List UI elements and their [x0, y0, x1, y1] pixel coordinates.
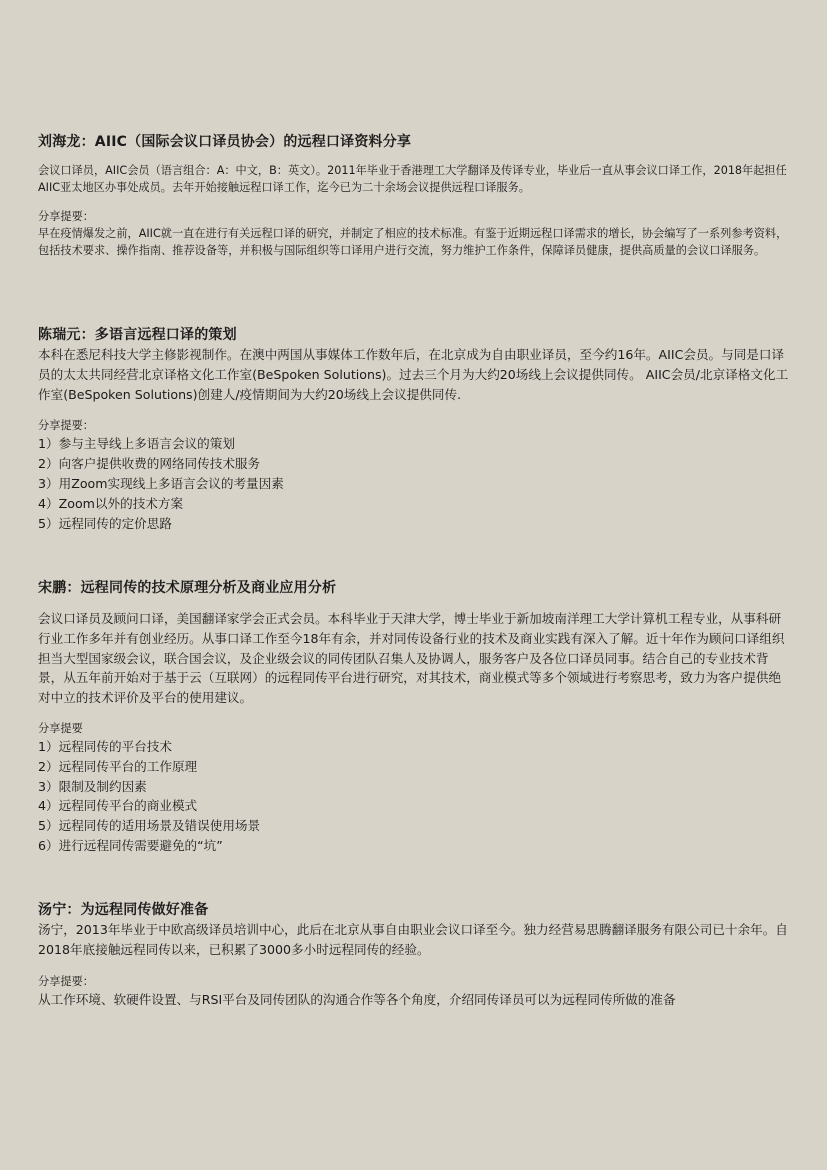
list-item: 2）向客户提供收费的网络同传技术服务 [38, 456, 261, 472]
section-song-peng [38, 578, 793, 856]
list-item: 5）远程同传的定价思路 [38, 515, 172, 531]
summary-text: 从工作环境、软硬件设置、与RSI平台及同传团队的沟通合作等各个角度，介绍同传译员可以为远程同传所做的准备 [38, 991, 676, 1007]
section-tang-ning [38, 900, 793, 1009]
speaker-bio: 本科在悉尼科技大学主修影视制作。在澳中两国从事媒体工作数年后，在北京成为自由职业译员，至今约16年。AIIC会员。与同是口译员的太太共同经营北京译格文化工作室(BeSpoken Solutions)。过去三个月为大约20场线上会议提供同传。 AIIC会员/北京译格文化工作室(BeSpoken Solutions)创建人/疫情期间为大约20场线上会议提供同传. [38, 347, 789, 402]
list-item: 1）远程同传的平台技术 [38, 738, 172, 754]
summary-points [38, 737, 793, 856]
speaker-bio: 会议口译员及顾问口译，美国翻译家学会正式会员。本科毕业于天津大学，博士毕业于新加坡南洋理工大学计算机工程专业，从事科研行业工作多年并有创业经历。从事口译工作至今18年有余，并对同传设备行业的技术及商业实践有深入了解。近十年作为顾问口译组织担当大型国家级会议，联合国会议，及企业级会议的同传团队召集人及协调人，服务客户及各位口译员同事。结合自己的专业技术背景，从五年前开始对于基于云（互联网）的远程同传平台进行研究，对其技术，商业模式等多个领域进行考察思考，致力为客户提供绝对中立的技术评价及平台的使用建议。 [38, 611, 785, 706]
section-chen-ruiyuan [38, 325, 793, 533]
section-title: 汤宁：为远程同传做好准备 [38, 902, 209, 918]
list-item: 3）用Zoom实现线上多语言会议的考量因素 [38, 475, 284, 491]
list-item: 2）远程同传平台的工作原理 [38, 758, 198, 774]
list-item: 5）远程同传的适用场景及错误使用场景 [38, 818, 261, 834]
summary-label: 分享提要： [38, 210, 94, 223]
list-item: 3）限制及制约因素 [38, 778, 147, 794]
list-item: 4）Zoom以外的技术方案 [38, 495, 184, 511]
summary-label: 分享提要 [38, 721, 83, 735]
section-title: 宋鹏：远程同传的技术原理分析及商业应用分析 [38, 580, 337, 596]
list-item: 1）参与主导线上多语言会议的策划 [38, 436, 235, 452]
section-liu-hailong [38, 132, 793, 259]
section-title: 刘海龙：AIIC（国际会议口译员协会）的远程口译资料分享 [38, 134, 412, 150]
summary-text: 早在疫情爆发之前，AIIC就一直在进行有关远程口译的研究，并制定了相应的技术标准。有鉴于近期远程口译需求的增长，协会编写了一系列参考资料，包括技术要求、操作指南、推荐设备等，并积极与国际组织等口译用户进行交流，努力维护工作条件，保障译员健康，提供高质量的会议口译服务。 [38, 227, 788, 257]
speaker-bio: 汤宁，2013年毕业于中欧高级译员培训中心，此后在北京从事自由职业会议口译至今。独力经营易思腾翻译服务有限公司已十余年。自2018年底接触远程同传以来，已积累了3000多小时远程同传的经验。 [38, 922, 788, 957]
list-item: 6）进行远程同传需要避免的“坑” [38, 837, 223, 853]
summary-points [38, 434, 793, 533]
summary-label: 分享提要： [38, 974, 94, 988]
section-title: 陈瑞元：多语言远程口译的策划 [38, 327, 237, 343]
speaker-bio: 会议口译员，AIIC会员（语言组合：A：中文，B：英文）。2011年毕业于香港理工大学翻译及传译专业，毕业后一直从事会议口译工作，2018年起担任AIIC亚太地区办事处成员。去年开始接触远程口译工作，迄今已为二十余场会议提供远程口译服务。 [38, 164, 787, 194]
list-item: 4）远程同传平台的商业模式 [38, 798, 198, 814]
summary-label: 分享提要： [38, 419, 94, 433]
